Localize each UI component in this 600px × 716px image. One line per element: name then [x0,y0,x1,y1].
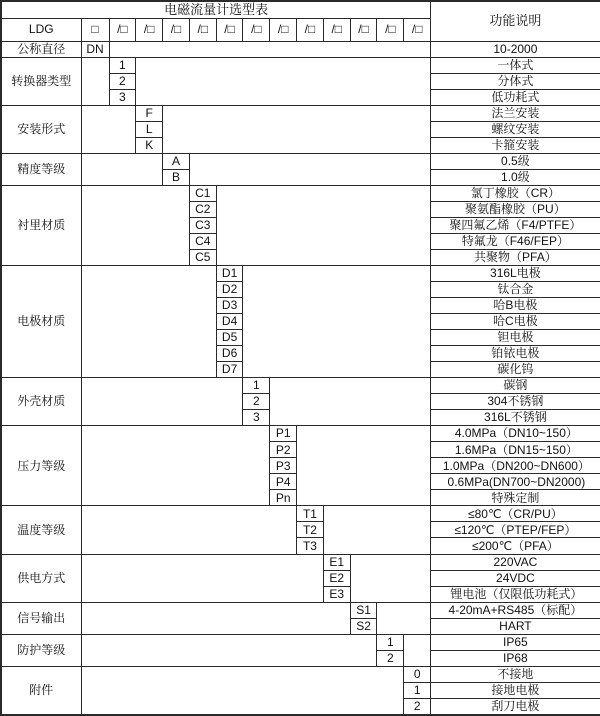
option-description: ≤200℃（PFA） [431,538,600,554]
option-code-cell: 2 [377,650,404,666]
option-code-cell: 2 [404,698,431,715]
model-code-slot: /□ [323,18,350,41]
option-description: 氯丁橡胶（CR） [431,185,600,201]
option-code-cell: 0 [404,666,431,682]
option-description: ≤80℃（CR/PU） [431,506,600,522]
section-label: 精度等级 [1,153,81,185]
model-code-slot: /□ [404,18,431,41]
option-description: 1.6MPa（DN15~150） [431,442,600,458]
spacer-cell [323,506,430,554]
option-description: 聚氨酯橡胶（PU） [431,201,600,217]
section-label: 转换器类型 [1,57,81,105]
model-code-slot: /□ [243,18,270,41]
model-code-slot: /□ [270,18,297,41]
option-description: 10-2000 [431,41,600,57]
option-code-cell: S2 [350,618,377,634]
option-code-cell: K [136,137,163,153]
section-label: 衬里材质 [1,185,81,265]
option-description: 钛合金 [431,281,600,297]
spacer-cell [81,105,136,153]
section-label: 电极材质 [1,265,81,377]
option-description: 碳钢 [431,378,600,394]
spacer-cell [81,378,243,426]
option-description: 哈C电极 [431,314,600,330]
option-code-cell: L [136,121,163,137]
option-description: 钽电极 [431,330,600,346]
option-description: 304不锈钢 [431,394,600,410]
function-column-header: 功能说明 [431,1,600,41]
option-code-cell: 1 [243,378,270,394]
option-code-cell: 2 [109,73,136,89]
model-code-slot: /□ [216,18,243,41]
section-label: 外壳材质 [1,378,81,426]
option-description: 316L电极 [431,265,600,281]
spacer-cell [81,634,377,666]
option-description: 碳化钨 [431,362,600,378]
section-label: 附件 [1,666,81,715]
option-description: 锂电池（仅限低功耗式） [431,586,600,602]
option-description: ≤120℃（PTEP/FEP） [431,522,600,538]
spacer-cell [81,57,109,105]
model-code-slot: /□ [350,18,377,41]
spacer-cell [81,506,297,554]
option-code-cell: DN [81,41,109,57]
option-description: 4.0MPa（DN10~150） [431,426,600,442]
option-description: 316L不锈钢 [431,410,600,426]
option-code-cell: C5 [189,249,216,265]
table-title: 电磁流量计选型表 [1,1,431,18]
spacer-cell [81,185,189,265]
spacer-cell [163,105,431,153]
model-code-slot: /□ [297,18,324,41]
option-description: 螺纹安装 [431,121,600,137]
option-description: 共聚物（PFA） [431,249,600,265]
section-label: 安装形式 [1,105,81,153]
model-code-slot: /□ [163,18,190,41]
spacer-cell [404,634,431,666]
option-code-cell: E1 [323,554,350,570]
option-code-cell: C1 [189,185,216,201]
option-code-cell: D1 [216,265,243,281]
option-code-cell: T1 [297,506,324,522]
option-code-cell: P2 [270,442,297,458]
option-code-cell: 1 [377,634,404,650]
option-code-cell: B [163,169,190,185]
section-label: 温度等级 [1,506,81,554]
section-label: 公称直径 [1,41,81,57]
model-prefix-label: LDG [1,18,81,41]
option-description: 分体式 [431,73,600,89]
option-code-cell: C3 [189,217,216,233]
spacer-cell [81,265,216,377]
option-description: IP68 [431,650,600,666]
option-description: 0.5级 [431,153,600,169]
option-description: 4-20mA+RS485（标配） [431,602,600,618]
spacer-cell [297,426,431,506]
spacer-cell [81,153,163,185]
spacer-cell [216,185,430,265]
spacer-cell [109,41,431,57]
option-description: 铂铱电极 [431,346,600,362]
option-description: 卡箍安装 [431,137,600,153]
option-code-cell: Pn [270,490,297,506]
spacer-cell [350,554,430,602]
option-description: HART [431,618,600,634]
option-description: 不接地 [431,666,600,682]
option-code-cell: 3 [109,89,136,105]
spacer-cell [81,666,404,715]
option-description: 一体式 [431,57,600,73]
option-code-cell: D5 [216,330,243,346]
option-code-cell: 2 [243,394,270,410]
option-description: 低功耗式 [431,89,600,105]
option-description: 1.0MPa（DN200~DN600） [431,458,600,474]
option-code-cell: E3 [323,586,350,602]
option-code-cell: D6 [216,346,243,362]
option-code-cell: T2 [297,522,324,538]
option-code-cell: 1 [404,682,431,698]
option-code-cell: S1 [350,602,377,618]
option-code-cell: A [163,153,190,169]
section-label: 防护等级 [1,634,81,666]
option-description: 24VDC [431,570,600,586]
option-description: IP65 [431,634,600,650]
option-code-cell: C2 [189,201,216,217]
option-code-cell: F [136,105,163,121]
option-code-cell: P4 [270,474,297,490]
model-code-slot: □ [81,18,109,41]
spacer-cell [81,554,323,602]
option-code-cell: D3 [216,298,243,314]
spacer-cell [243,265,431,377]
option-description: 特氟龙（F46/FEP） [431,233,600,249]
section-label: 压力等级 [1,426,81,506]
option-code-cell: 3 [243,410,270,426]
spacer-cell [377,602,431,634]
spacer-cell [81,426,270,506]
section-label: 供电方式 [1,554,81,602]
option-description: 0.6MPa(DN700~DN2000) [431,474,600,490]
option-code-cell: D2 [216,281,243,297]
option-code-cell: P3 [270,458,297,474]
option-description: 聚四氟乙烯（F4/PTFE） [431,217,600,233]
option-description: 刮刀电极 [431,698,600,715]
option-code-cell: 1 [109,57,136,73]
option-code-cell: T3 [297,538,324,554]
section-label: 信号输出 [1,602,81,634]
option-code-cell: E2 [323,570,350,586]
spacer-cell [136,57,431,105]
spacer-cell [81,602,350,634]
option-code-cell: C4 [189,233,216,249]
model-code-slot: /□ [109,18,136,41]
option-code-cell: D4 [216,314,243,330]
option-description: 220VAC [431,554,600,570]
spacer-cell [270,378,431,426]
option-description: 1.0级 [431,169,600,185]
option-description: 哈B电极 [431,298,600,314]
spacer-cell [189,153,430,185]
option-description: 法兰安装 [431,105,600,121]
model-code-slot: /□ [189,18,216,41]
option-code-cell: P1 [270,426,297,442]
option-code-cell: D7 [216,362,243,378]
option-description: 特殊定制 [431,490,600,506]
model-code-slot: /□ [377,18,404,41]
option-description: 接地电极 [431,682,600,698]
model-code-slot: /□ [136,18,163,41]
